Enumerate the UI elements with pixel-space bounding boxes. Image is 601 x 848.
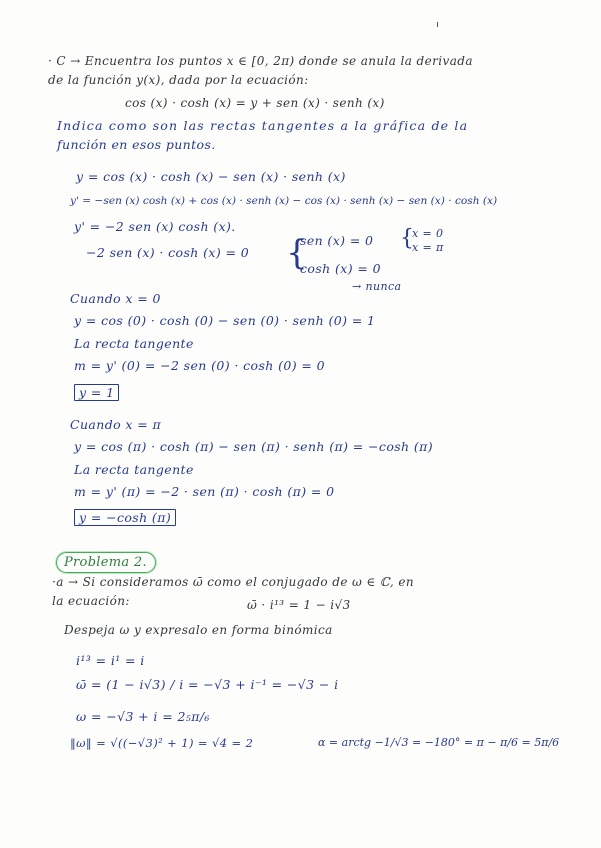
case-sen-zero: sen (x) = 0 [300,233,374,248]
case-pi-result-wrap [74,510,176,526]
problem-2-heading: Problema 2. [56,552,156,573]
case-zero-label: Cuando x = 0 [70,291,161,306]
case-zero-result: y = 1 [74,384,119,401]
case-pi-slope: m = y' (π) = −2 · sen (π) · cosh (π) = 0 [74,484,335,499]
solution-x-zero: x = 0 [412,227,444,240]
solution-x-pi: x = π [412,241,444,254]
case-pi-result: y = −cosh (π) [74,509,176,526]
case-zero-eval: y = cos (0) · cosh (0) − sen (0) · senh (0) = 1 [74,313,376,328]
derivation-line-3: y' = −2 sen (x) cosh (x). [74,219,236,234]
problem-2-instruction: Despeja ω y expresalo en forma binómica [64,623,333,637]
step-conjugate: ω̄ = (1 − i√3) / i = −√3 + i⁻¹ = −√3 − i [76,677,339,692]
part-c-question-line-2: función en esos puntos. [57,137,216,152]
step-modulus: ‖ω‖ = √((−√3)² + 1) = √4 = 2 [70,736,254,750]
step-i13: i¹³ = i¹ = i [76,653,145,668]
pen-mark [437,22,438,27]
case-pi-eval: y = cos (π) · cosh (π) − sen (π) · senh (π) = −cosh (π) [74,439,434,454]
step-omega: ω = −√3 + i = 2₅π/₆ [76,709,210,724]
derivation-line-2: y' = −sen (x) cosh (x) + cos (x) · senh (x) − cos (x) · senh (x) − sen (x) · cosh (x) [70,195,498,207]
case-zero-slope: m = y' (0) = −2 sen (0) · cosh (0) = 0 [74,358,325,373]
part-c-given-equation: cos (x) · cosh (x) = y + sen (x) · senh (x) [125,96,385,110]
part-c-statement-line-2: de la función y(x), dada por la ecuación: [48,73,309,87]
case-pi-label: Cuando x = π [70,417,162,432]
cases-brace: { [286,233,308,273]
case-zero-result-wrap [74,385,119,401]
never-note: → nunca [352,280,402,293]
case-zero-tangent-label: La recta tangente [74,336,194,351]
derivation-line-1: y = cos (x) · cosh (x) − sen (x) · senh (x) [76,169,346,184]
problem-2-equation: ω̄ · i¹³ = 1 − i√3 [247,598,351,612]
derivation-line-4: −2 sen (x) · cosh (x) = 0 [86,245,250,260]
case-cosh-zero: cosh (x) = 0 [300,261,381,276]
step-argument: α = arctg −1/√3 = −180° = π − π/6 = 5π/6 [318,736,560,749]
part-c-question-line-1: Indica como son las rectas tangentes a la gráfica de la [57,118,469,133]
problem-2-statement-line-1: ·a → Si consideramos ω̄ como el conjugado de ω ∈ ℂ, en [52,575,414,589]
solutions-brace: { [400,226,414,251]
problem-2-statement-line-2: la ecuación: [52,594,130,608]
case-pi-tangent-label: La recta tangente [74,462,194,477]
part-c-statement-line-1: · C → Encuentra los puntos x ∈ [0, 2π) donde se anula la derivada [48,54,473,68]
